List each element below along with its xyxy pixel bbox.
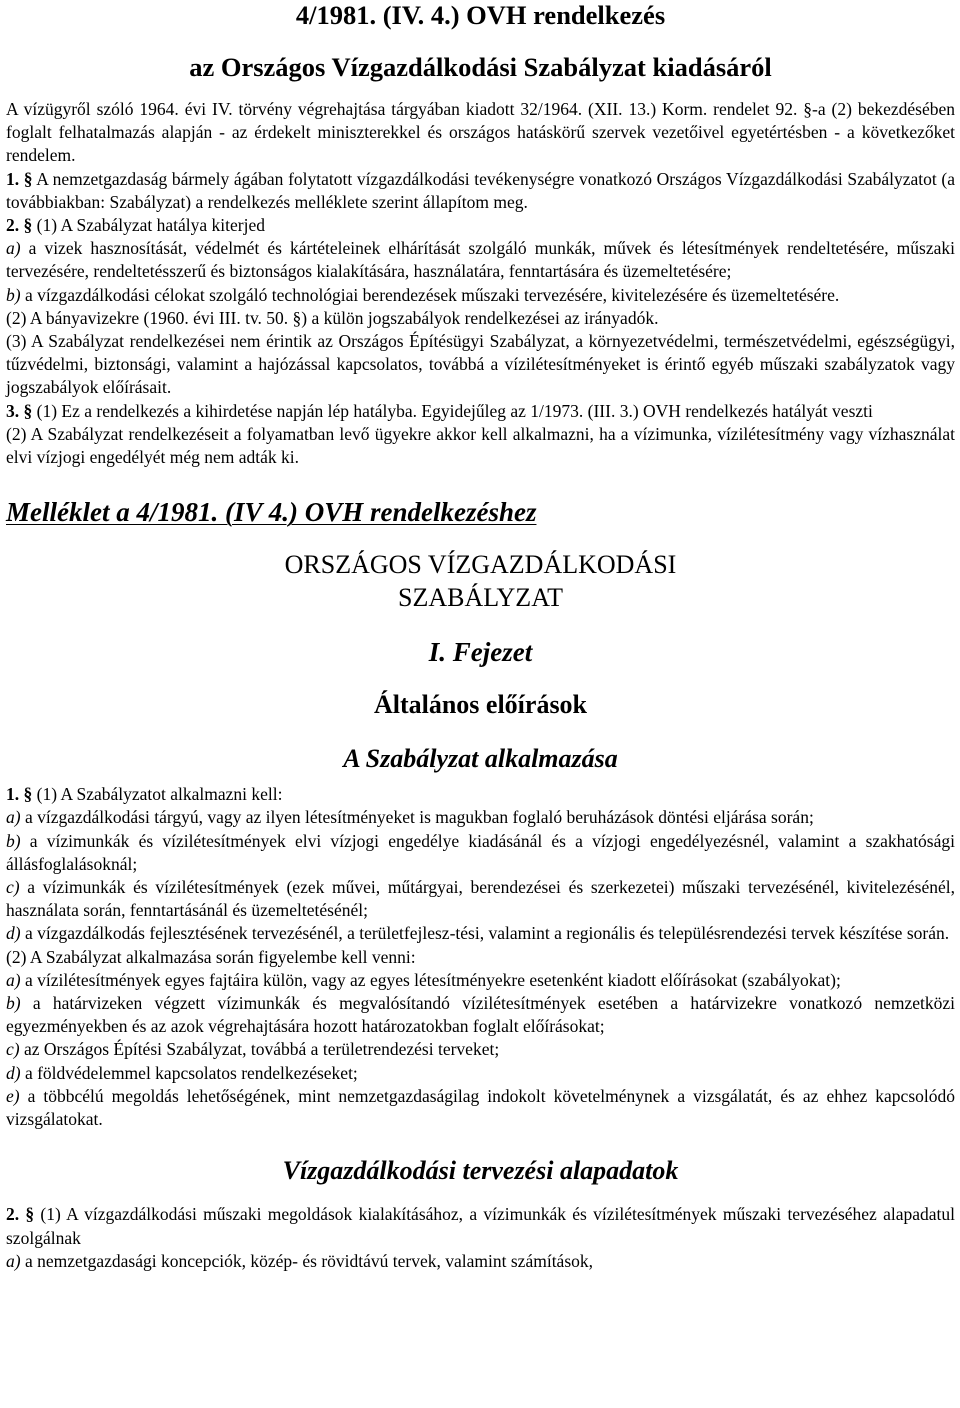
section-3-paragraph-2: (2) A Szabályzat rendelkezéseit a folyamatban levő ügyekre akkor kell alkalmazni, ha a vízimunka, vízilétesítmény vagy vízhasználat elvi vízjogi engedélyét még nem adták ki. xyxy=(6,423,955,468)
annex-1-p2-point-c xyxy=(6,1038,955,1061)
section-number: 3. § xyxy=(6,400,33,421)
point-label: b) xyxy=(6,284,21,305)
annex-1-p2-point-d xyxy=(6,1062,955,1085)
point-text: a vizek hasznosítását, védelmét és kártételeinek elhárítását szolgáló munkák, művek és létesítmények rendeltetésére, műszaki tervezésére, rendeltetésszerű és biztonságos kialakítására, használatára, fenntartására és üzemeltetésére; xyxy=(6,238,955,282)
point-text: a többcélú megoldás lehetőségének, mint nemzetgazdaságilag indokolt követelménynek a vizsgálatát, és az ehhez kapcsolódó vizsgálatokat. xyxy=(6,1085,955,1130)
section-2-paragraph-2: (2) A bányavizekre (1960. évi III. tv. 50. §) a külön jogszabályok rendelkezései az irányadók. xyxy=(6,307,659,328)
point-label: b) xyxy=(6,830,21,851)
annex-section-1 xyxy=(6,783,955,806)
point-label: b) xyxy=(6,993,21,1014)
section-text: (1) A Szabályzat hatálya kiterjed xyxy=(32,215,266,236)
section-2 xyxy=(6,214,955,237)
section-heading: Általános előírások xyxy=(373,690,588,720)
annex-2-point-a xyxy=(6,1250,955,1273)
point-label: d) xyxy=(6,1062,21,1083)
subsection-heading: A Szabályzat alkalmazása xyxy=(343,744,618,774)
point-text: az Országos Építési Szabályzat, továbbá a területrendezési terveket; xyxy=(19,1039,500,1060)
annex-1-p2-point-b xyxy=(6,992,955,1038)
point-label: a) xyxy=(6,238,21,259)
section-1 xyxy=(6,168,955,214)
regulation-title xyxy=(6,548,955,614)
regulation-title-line-2: SZABÁLYZAT xyxy=(398,583,563,613)
annex-1-paragraph-2: (2) A Szabályzat alkalmazása során figyelembe kell venni: xyxy=(6,946,416,967)
section-3 xyxy=(6,400,955,423)
section-text: A nemzetgazdaság bármely ágában folytatott vízgazdálkodási tevékenységre vonatkozó Országos Vízgazdálkodási Szabályzatot (a továbbiakban: Szabályzat) a rendelkezés melléklete szerint állapítom meg. xyxy=(6,168,955,212)
point-text: a vízgazdálkodási tárgyú, vagy az ilyen létesítményeket is magukban foglaló beruházások döntési eljárása során; xyxy=(20,807,814,828)
point-text: a vízgazdálkodási célokat szolgáló technológiai berendezések műszaki tervezésére, kivitelezésére és üzemeltetésére. xyxy=(20,284,840,305)
annex-1-point-d xyxy=(6,922,955,945)
annex-heading: Melléklet a 4/1981. (IV 4.) OVH rendelkezéshez xyxy=(6,497,537,528)
document-title: 4/1981. (IV. 4.) OVH rendelkezés xyxy=(295,0,666,30)
section-number: 1. § xyxy=(6,168,33,189)
annex-1-point-b xyxy=(6,830,955,876)
chapter-heading: I. Fejezet xyxy=(428,637,533,668)
section-2-paragraph-3: (3) A Szabályzat rendelkezései nem érintik az Országos Építésügyi Szabályzat, a környezetvédelmi, természetvédelmi, egészségügyi, tűzvédelmi, biztonsági, valamint a hajózással kapcsolatos, továbbá a vízilétesítményeket is érintő egyéb műszaki szabályzatok vagy jogszabályok előírásait. xyxy=(6,331,955,398)
annex-1-point-c xyxy=(6,876,955,922)
section-number: 2. § xyxy=(6,1204,35,1225)
point-label: c) xyxy=(6,877,20,898)
point-text: a vízgazdálkodás fejlesztésének tervezésénél, a területfejlesz-tési, valamint a regionális és településrendezési tervek készítése során. xyxy=(20,923,950,944)
point-label: a) xyxy=(6,969,21,990)
annex-1-point-a xyxy=(6,806,955,829)
point-label: a) xyxy=(6,807,21,828)
point-text: a vízilétesítmények egyes fajtáira külön, vagy az egyes létesítményekre esetenként kiadott előírásokat (szabályokat); xyxy=(20,969,841,990)
section-number: 2. § xyxy=(6,215,33,236)
point-label: a) xyxy=(6,1250,21,1271)
point-text: a nemzetgazdasági koncepciók, közép- és rövidtávú tervek, valamint számítások, xyxy=(20,1250,594,1271)
section-text: (1) A Szabályzatot alkalmazni kell: xyxy=(32,784,283,805)
point-label: d) xyxy=(6,923,21,944)
preamble: A vízügyről szóló 1964. évi IV. törvény végrehajtása tárgyában kiadott 32/1964. (XII. 13.) Korm. rendelet 92. §-a (2) bekezdésében foglalt felhatalmazás alapján - az érdekelt miniszterekkel és országos hatáskörű szervek vezetőivel egyetértésben - a következőket rendelem. xyxy=(6,99,955,166)
section-2-point-a xyxy=(6,237,955,283)
point-text: a vízimunkák és vízilétesítmények (ezek művei, műtárgyai, berendezései és szerkezetei) műszaki tervezésénél, kivitelezésénél, használata során, fenntartásánál és üzemeltetésénél; xyxy=(6,877,955,921)
annex-1-p2-point-a xyxy=(6,969,955,992)
point-label: e) xyxy=(6,1085,20,1106)
section-number: 1. § xyxy=(6,784,33,805)
point-text: a földvédelemmel kapcsolatos rendelkezéseket; xyxy=(20,1062,358,1083)
document-subtitle: az Országos Vízgazdálkodási Szabályzat kiadásáról xyxy=(189,52,772,82)
annex-section-2 xyxy=(6,1203,955,1249)
subsection-heading: Vízgazdálkodási tervezési alapadatok xyxy=(282,1156,679,1186)
regulation-title-line-1: ORSZÁGOS VÍZGAZDÁLKODÁSI xyxy=(284,550,677,580)
point-text: a vízimunkák és vízilétesítmények elvi vízjogi engedélye kiadásánál és a vízjogi engedélyezésnél, valamint a szakhatósági állásfoglalásoknál; xyxy=(6,830,955,874)
section-text: (1) A vízgazdálkodási műszaki megoldások kialakításához, a vízimunkák és vízilétesítmények műszaki tervezéséhez alapadatul szolgálnak xyxy=(6,1204,955,1248)
point-label: c) xyxy=(6,1039,20,1060)
annex-1-p2-point-e xyxy=(6,1085,955,1131)
section-text: (1) Ez a rendelkezés a kihirdetése napján lép hatályba. Egyidejűleg az 1/1973. (III. 3.) OVH rendelkezés hatályát veszti xyxy=(32,400,873,421)
section-2-point-b xyxy=(6,284,955,307)
point-text: a határvizeken végzett vízimunkák és megvalósítandó vízilétesítmények esetében a határvizekre vonatkozó nemzetközi egyezményekben és az azok végrehajtására hozott határozatokban foglalt előírásokat; xyxy=(6,993,955,1037)
